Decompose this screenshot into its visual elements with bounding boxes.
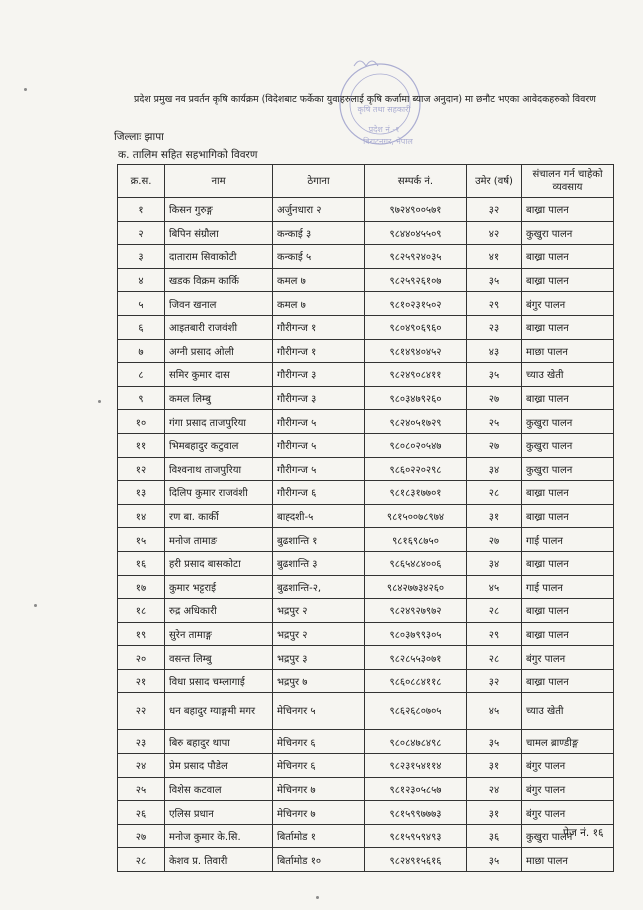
cell-age: ४१: [467, 245, 522, 269]
cell-contact: ९८६०८८४११८: [365, 669, 467, 693]
cell-contact: ९८१०२३१५०२: [365, 292, 467, 316]
cell-contact: ९८२५९२४०३५: [365, 245, 467, 269]
cell-address: गौरीगन्ज ५: [273, 410, 365, 434]
header-contact: सम्पर्क नं.: [365, 165, 467, 198]
svg-text:प्रदेश नं.-१: प्रदेश नं.-१: [368, 125, 400, 134]
table-row: [118, 551, 614, 575]
cell-business: बाख्रा पालन: [522, 268, 614, 292]
cell-contact: ९८०३४७९२६०: [365, 386, 467, 410]
cell-address: अर्जुनधारा २: [273, 198, 365, 222]
cell-age: २५: [467, 410, 522, 434]
cell-name: दिलिप कुमार राजवंशी: [165, 481, 273, 505]
header-address: ठेगाना: [273, 165, 365, 198]
cell-age: ४५: [467, 575, 522, 599]
cell-serial: १: [118, 198, 165, 222]
cell-contact: ९८१५००७८९७४: [365, 504, 467, 528]
cell-name: धन बहादुर ग्याङ्गमी मगर: [165, 693, 273, 730]
cell-name: सुरेन तामाङ्ग: [165, 622, 273, 646]
cell-business: बाख्रा पालन: [522, 315, 614, 339]
cell-name: कुमार भट्टराई: [165, 575, 273, 599]
cell-age: २४: [467, 777, 522, 801]
cell-address: गौरीगन्ज ५: [273, 457, 365, 481]
cell-age: ३१: [467, 754, 522, 778]
district-label: जिल्लाः झापा: [114, 131, 164, 143]
page-number: पेज नं. १६: [563, 827, 604, 839]
cell-serial: १५: [118, 528, 165, 552]
cell-contact: ९८६२६८०७०५: [365, 693, 467, 730]
cell-age: ४३: [467, 339, 522, 363]
cell-name: भिमबहादुर कटुवाल: [165, 433, 273, 457]
table-row: [118, 693, 614, 730]
cell-name: अग्नी प्रसाद ओली: [165, 339, 273, 363]
cell-serial: १७: [118, 575, 165, 599]
cell-name: समिर कुमार दास: [165, 363, 273, 387]
cell-contact: ९८२४०५१७२९: [365, 410, 467, 434]
cell-address: कमल ७: [273, 292, 365, 316]
cell-address: गौरीगन्ज ६: [273, 481, 365, 505]
table-row: [118, 198, 614, 222]
cell-address: भद्रपुर २: [273, 622, 365, 646]
scan-speck: [98, 400, 101, 403]
cell-age: २९: [467, 292, 522, 316]
table-row: [118, 824, 614, 848]
cell-serial: १३: [118, 481, 165, 505]
cell-contact: ९८२४९१५६१६: [365, 848, 467, 872]
table-row: [118, 504, 614, 528]
cell-age: २९: [467, 622, 522, 646]
cell-contact: ९८०८०२०५४७: [365, 433, 467, 457]
cell-address: मेचिनगर ६: [273, 754, 365, 778]
cell-address: कन्काई ५: [273, 245, 365, 269]
cell-name: दाताराम सिवाकोटी: [165, 245, 273, 269]
cell-age: ३५: [467, 268, 522, 292]
cell-age: ३१: [467, 504, 522, 528]
cell-contact: ९८१६९८७५०: [365, 528, 467, 552]
cell-business: माछा पालन: [522, 848, 614, 872]
cell-serial: २६: [118, 801, 165, 825]
cell-name: गंगा प्रसाद ताजपुरिया: [165, 410, 273, 434]
cell-serial: ११: [118, 433, 165, 457]
cell-address: मेचिनगर ५: [273, 693, 365, 730]
applicant-table: [117, 164, 614, 872]
table-row: [118, 315, 614, 339]
cell-contact: ९८१५९५९४९३: [365, 824, 467, 848]
cell-business: चामल ब्राण्डीङ्ग: [522, 730, 614, 754]
cell-business: बंगुर पालन: [522, 801, 614, 825]
cell-address: गौरीगन्ज १: [273, 315, 365, 339]
cell-contact: ९८०४९०६९६०: [365, 315, 467, 339]
table-row: [118, 801, 614, 825]
cell-age: २८: [467, 481, 522, 505]
cell-name: विशेस कटवाल: [165, 777, 273, 801]
cell-age: २७: [467, 528, 522, 552]
cell-serial: १४: [118, 504, 165, 528]
cell-address: बाह्दशी-५: [273, 504, 365, 528]
cell-name: कमल लिम्बु: [165, 386, 273, 410]
cell-contact: ९८६०२२०२९८: [365, 457, 467, 481]
cell-contact: ९८१८३१७७०१: [365, 481, 467, 505]
header-age: उमेर (वर्ष): [467, 165, 522, 198]
cell-name: विधा प्रसाद चम्लागाई: [165, 669, 273, 693]
cell-business: बाख्रा पालन: [522, 504, 614, 528]
cell-serial: २०: [118, 646, 165, 670]
cell-name: प्रेम प्रसाद पौडेल: [165, 754, 273, 778]
table-body: [118, 198, 614, 872]
table-row: [118, 268, 614, 292]
cell-serial: १२: [118, 457, 165, 481]
cell-age: ३५: [467, 363, 522, 387]
cell-name: मनोज तामाङ: [165, 528, 273, 552]
cell-age: २७: [467, 433, 522, 457]
cell-serial: २४: [118, 754, 165, 778]
cell-contact: ९८२८५५३०७१: [365, 646, 467, 670]
cell-age: २८: [467, 599, 522, 623]
cell-contact: ९८१५९९७७७३: [365, 801, 467, 825]
cell-business: कुखुरा पालन: [522, 221, 614, 245]
cell-name: किसन गुरुङ्ग: [165, 198, 273, 222]
cell-contact: ९८६५४८४००६: [365, 551, 467, 575]
cell-name: रुद्र अधिकारी: [165, 599, 273, 623]
table-row: [118, 363, 614, 387]
cell-age: ३५: [467, 730, 522, 754]
cell-address: बिर्तामोड १: [273, 824, 365, 848]
table-row: [118, 848, 614, 872]
cell-address: गौरीगन्ज ३: [273, 386, 365, 410]
table-row: [118, 669, 614, 693]
table-row: [118, 622, 614, 646]
table-header-row: [118, 165, 614, 198]
cell-serial: ९: [118, 386, 165, 410]
cell-name: आइतबारी राजवंशी: [165, 315, 273, 339]
scan-speck: [316, 896, 319, 899]
cell-name: बिपिन संग्रौला: [165, 221, 273, 245]
cell-age: ४२: [467, 221, 522, 245]
cell-address: मेचिनगर ६: [273, 730, 365, 754]
cell-address: कमल ७: [273, 268, 365, 292]
cell-business: कुखुरा पालन: [522, 824, 614, 848]
table-row: [118, 754, 614, 778]
cell-age: २८: [467, 646, 522, 670]
cell-business: कुखुरा पालन: [522, 410, 614, 434]
cell-contact: ९८२५९२६१०७: [365, 268, 467, 292]
cell-serial: ६: [118, 315, 165, 339]
cell-business: बाख्रा पालन: [522, 669, 614, 693]
cell-business: बाख्रा पालन: [522, 481, 614, 505]
scan-speck: [24, 88, 27, 91]
cell-name: जिवन खनाल: [165, 292, 273, 316]
cell-contact: ९८२३१५४११४: [365, 754, 467, 778]
cell-business: माछा पालन: [522, 339, 614, 363]
cell-business: बंगुर पालन: [522, 292, 614, 316]
svg-text:विराटनगर, नेपाल: विराटनगर, नेपाल: [363, 137, 413, 146]
cell-address: गौरीगन्ज १: [273, 339, 365, 363]
cell-serial: १८: [118, 599, 165, 623]
document-title: प्रदेश प्रमुख नव प्रवर्तन कृषि कार्यक्रम (विदेशबाट फर्केका युवाहरुलाई कृषि कर्जामा ब्याज अनुदान) मा छनौट भएका आवेदकहरुको विवरण: [134, 94, 596, 105]
cell-age: ३२: [467, 198, 522, 222]
cell-age: ३१: [467, 801, 522, 825]
cell-business: बंगुर पालन: [522, 646, 614, 670]
table-row: [118, 386, 614, 410]
cell-business: गाई पालन: [522, 575, 614, 599]
table-row: [118, 339, 614, 363]
cell-age: ३२: [467, 669, 522, 693]
cell-business: बंगुर पालन: [522, 754, 614, 778]
cell-serial: २७: [118, 824, 165, 848]
table-row: [118, 245, 614, 269]
cell-contact: ९८४४०४५५०९: [365, 221, 467, 245]
cell-address: बुढशान्ति-२,: [273, 575, 365, 599]
header-business: संचालन गर्न चाहेको व्यवसाय: [522, 165, 614, 198]
table-row: [118, 575, 614, 599]
svg-text:कृषि तथा सहकारी: कृषि तथा सहकारी: [357, 105, 411, 114]
cell-contact: ९७२४९००५७१: [365, 198, 467, 222]
table-row: [118, 599, 614, 623]
cell-age: २३: [467, 315, 522, 339]
cell-business: बाख्रा पालन: [522, 386, 614, 410]
cell-contact: ९८१४९४०४५२: [365, 339, 467, 363]
cell-business: गाई पालन: [522, 528, 614, 552]
table-row: [118, 433, 614, 457]
cell-business: बाख्रा पालन: [522, 599, 614, 623]
cell-serial: ५: [118, 292, 165, 316]
cell-address: मेचिनगर ७: [273, 801, 365, 825]
cell-serial: ४: [118, 268, 165, 292]
cell-address: कन्काई ३: [273, 221, 365, 245]
cell-address: गौरीगन्ज ५: [273, 433, 365, 457]
cell-business: कुखुरा पालन: [522, 433, 614, 457]
cell-serial: १९: [118, 622, 165, 646]
cell-serial: २१: [118, 669, 165, 693]
cell-age: २७: [467, 386, 522, 410]
cell-contact: ९८१२३०५८५७: [365, 777, 467, 801]
cell-contact: ९८२४९२७९७२: [365, 599, 467, 623]
cell-contact: ९८०८४७८४९८: [365, 730, 467, 754]
cell-serial: २: [118, 221, 165, 245]
cell-serial: ८: [118, 363, 165, 387]
cell-name: विश्वनाथ ताजपुरिया: [165, 457, 273, 481]
cell-business: बाख्रा पालन: [522, 551, 614, 575]
cell-address: भद्रपुर ३: [273, 646, 365, 670]
cell-contact: ९८०३७९९३०५: [365, 622, 467, 646]
cell-name: रण बा. कार्की: [165, 504, 273, 528]
cell-serial: २२: [118, 693, 165, 730]
cell-serial: १६: [118, 551, 165, 575]
cell-address: मेचिनगर ७: [273, 777, 365, 801]
header-name: नाम: [165, 165, 273, 198]
cell-business: बाख्रा पालन: [522, 198, 614, 222]
cell-address: बुढशान्ति १: [273, 528, 365, 552]
cell-age: ३४: [467, 457, 522, 481]
table-row: [118, 221, 614, 245]
cell-address: भद्रपुर २: [273, 599, 365, 623]
header-serial: क्र.स.: [118, 165, 165, 198]
cell-name: मनोज कुमार के.सि.: [165, 824, 273, 848]
cell-contact: ९८२४९०८४११: [365, 363, 467, 387]
cell-serial: १०: [118, 410, 165, 434]
cell-serial: २३: [118, 730, 165, 754]
scan-speck: [34, 604, 37, 607]
cell-serial: २८: [118, 848, 165, 872]
table-row: [118, 457, 614, 481]
table-row: [118, 777, 614, 801]
cell-name: बिरु बहादुर थापा: [165, 730, 273, 754]
cell-serial: २५: [118, 777, 165, 801]
cell-name: हरी प्रसाद बासकोटा: [165, 551, 273, 575]
cell-age: ३४: [467, 551, 522, 575]
cell-business: च्याउ खेती: [522, 363, 614, 387]
cell-address: बुढशान्ति ३: [273, 551, 365, 575]
table-row: [118, 292, 614, 316]
cell-name: वसन्त लिम्बु: [165, 646, 273, 670]
cell-address: भद्रपुर ७: [273, 669, 365, 693]
cell-address: बिर्तामोड १०: [273, 848, 365, 872]
cell-name: केशव प्र. तिवारी: [165, 848, 273, 872]
cell-business: बंगुर पालन: [522, 777, 614, 801]
cell-business: बाख्रा पालन: [522, 245, 614, 269]
table-row: [118, 410, 614, 434]
cell-age: ४५: [467, 693, 522, 730]
cell-business: कुखुरा पालन: [522, 457, 614, 481]
table-row: [118, 646, 614, 670]
cell-business: बाख्रा पालन: [522, 622, 614, 646]
cell-name: खडक विक्रम कार्कि: [165, 268, 273, 292]
cell-address: गौरीगन्ज ३: [273, 363, 365, 387]
cell-business: च्याउ खेती: [522, 693, 614, 730]
table-row: [118, 730, 614, 754]
table-row: [118, 528, 614, 552]
cell-name: एलिस प्रधान: [165, 801, 273, 825]
cell-serial: ३: [118, 245, 165, 269]
section-label: क. तालिम सहित सहभागिको विवरण: [118, 149, 258, 161]
cell-serial: ७: [118, 339, 165, 363]
cell-age: ३५: [467, 848, 522, 872]
table-row: [118, 481, 614, 505]
cell-contact: ९८४२७७३४२६०: [365, 575, 467, 599]
cell-age: ३६: [467, 824, 522, 848]
